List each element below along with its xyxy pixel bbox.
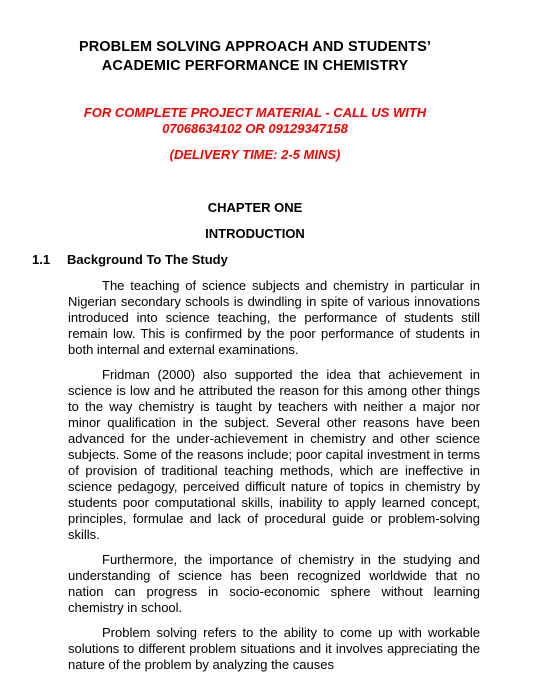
chapter-title: INTRODUCTION — [205, 226, 305, 241]
paragraph: Furthermore, the importance of chemistry in the studying and understanding of science has been recognized worldwide that no nation can progress in socio-economic sphere without learning chemistry in school. — [68, 552, 480, 615]
body-text — [68, 278, 480, 682]
promo-line-1: FOR COMPLETE PROJECT MATERIAL - CALL US WITH — [83, 105, 427, 120]
promo-contact — [30, 105, 480, 137]
title-line-2: ACADEMIC PERFORMANCE IN CHEMISTRY — [101, 58, 409, 74]
paragraph: The teaching of science subjects and chemistry in particular in Nigerian secondary schools is dwindling in spite of various innovations introduced into science teaching, the performance of students still remain low. This is confirmed by the poor performance of students in both internal and external examinations. — [68, 278, 480, 357]
section-number: 1.1 — [32, 252, 51, 267]
promo-delivery: (DELIVERY TIME: 2-5 MINS) — [169, 147, 341, 162]
paragraph: Fridman (2000) also supported the idea that achievement in science is low and he attributed the reason for this among other things to the way chemistry is taught by teachers with neither a major nor minor qualification in the subject. Several other reasons have been advanced for the under-achievement in chemistry and other science subjects. Some of the reasons include; poor capital investment in terms of provision of traditional teaching methods, which are ineffective in science pedagogy, perceived difficult nature of topics in chemistry by students poor computational skills, inability to apply learned concept, principles, formulae and lack of procedural guide or problem-solving skills. — [68, 367, 480, 542]
chapter-heading: CHAPTER ONE — [207, 200, 303, 215]
title-line-1: PROBLEM SOLVING APPROACH AND STUDENTS’ — [78, 39, 432, 55]
document-title — [30, 38, 480, 76]
promo-phone-line: 07068634102 OR 09129347158 — [162, 121, 348, 136]
section-heading — [32, 252, 228, 268]
section-title: Background To The Study — [67, 252, 228, 267]
paragraph: Problem solving refers to the ability to come up with workable solutions to different problem situations and it involves appreciating the nature of the problem by analyzing the causes — [68, 625, 480, 672]
